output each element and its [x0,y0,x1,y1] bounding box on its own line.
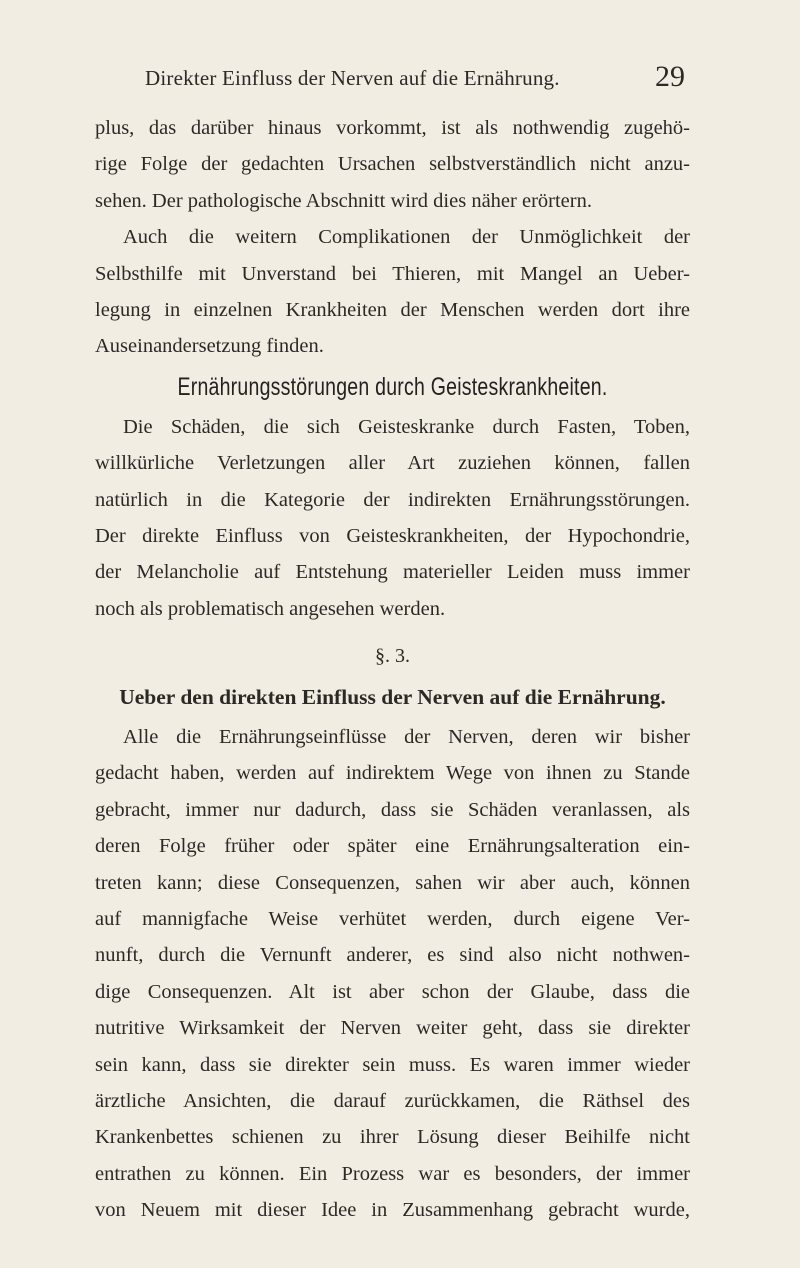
text-line: von Neuem mit dieser Idee in Zusammenhang gebracht wurde, [95,1199,690,1222]
running-title: Direkter Einfluss der Nerven auf die Ernährung. [145,66,560,90]
text-line: natürlich in die Kategorie der indirekten Ernährungsstörungen. [95,488,690,511]
running-header [95,60,685,96]
text-line: Die Schäden, die sich Geisteskranke durch Fasten, Toben, [123,415,690,438]
text-line: nunft, durch die Vernunft anderer, es sind also nicht nothwen- [95,944,690,967]
text-line: Auch die weitern Complikationen der Unmöglichkeit der [123,226,690,249]
text-line: rige Folge der gedachten Ursachen selbstverständlich nicht anzu- [95,153,690,176]
subheading-mental-illness: Ernährungsstörungen durch Geisteskrankheiten. [177,372,608,401]
section-number: §. 3. [375,645,410,668]
text-line: Auseinandersetzung finden. [95,335,324,358]
page-number: 29 [655,60,685,93]
text-line: sein kann, dass sie direkter sein muss. Es waren immer wieder [95,1053,690,1076]
paragraph-4 [95,719,690,1228]
text-line: gebracht, immer nur dadurch, dass sie Schäden veranlassen, als [95,798,690,821]
text-line: ärztliche Ansichten, die darauf zurückkamen, die Räthsel des [95,1089,690,1112]
text-line: willkürliche Verletzungen aller Art zuziehen können, fallen [95,452,690,475]
text-line: treten kann; diese Consequenzen, sahen wir aber auch, können [95,871,690,894]
text-line: dige Consequenzen. Alt ist aber schon der Glaube, dass die [95,980,690,1003]
text-line: der Melancholie auf Entstehung materieller Leiden muss immer [95,561,690,584]
body-text [95,110,690,1229]
text-line: sehen. Der pathologische Abschnitt wird dies näher erörtern. [95,189,592,212]
text-line: nutritive Wirksamkeit der Nerven weiter geht, dass sie direkter [95,1017,690,1040]
text-line: Krankenbettes schienen zu ihrer Lösung dieser Beihilfe nicht [95,1126,690,1149]
text-line: Der direkte Einfluss von Geisteskrankheiten, der Hypochondrie, [95,524,690,547]
text-line: Alle die Ernährungseinflüsse der Nerven, deren wir bisher [123,726,690,749]
text-line: gedacht haben, werden auf indirektem Wege von ihnen zu Stande [95,762,690,785]
text-line: entrathen zu können. Ein Prozess war es besonders, der immer [95,1162,690,1185]
paragraph-1 [95,110,690,219]
text-line: deren Folge früher oder später eine Ernährungsalteration ein- [95,835,690,858]
text-line: auf mannigfache Weise verhütet werden, durch eigene Ver- [95,908,690,931]
section-heading: Ueber den direkten Einfluss der Nerven auf die Ernährung. [119,685,666,710]
text-line: plus, das darüber hinaus vorkommt, ist als nothwendig zugehö- [95,117,690,139]
paragraph-3 [95,409,690,627]
text-line: noch als problematisch angesehen werden. [95,597,446,620]
text-line: Selbsthilfe mit Unverstand bei Thieren, mit Mangel an Ueber- [95,262,690,285]
paragraph-2 [95,219,690,365]
text-line: legung in einzelnen Krankheiten der Menschen werden dort ihre [95,298,690,321]
